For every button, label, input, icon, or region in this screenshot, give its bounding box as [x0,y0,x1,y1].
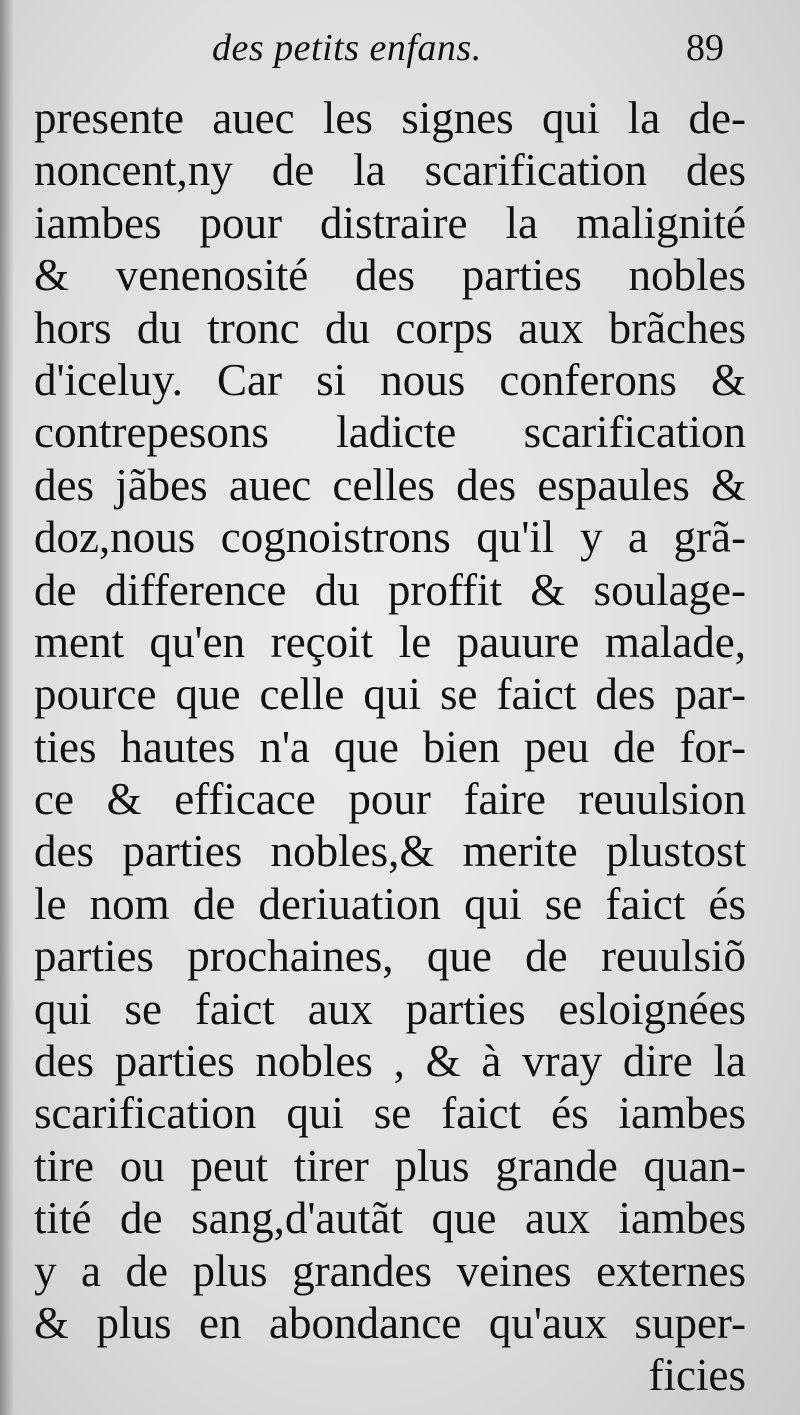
running-head: des petits enfans. [212,27,482,69]
text-line: contrepesons ladicte scarification [34,407,746,458]
text-line: parties prochaines, que de reuulsiõ [34,931,746,982]
text-line: qui se faict aux parties esloignées [34,983,746,1034]
text-line: le nom de deriuation qui se faict és [34,878,746,929]
text-line: scarification qui se faict és iambes [34,1088,746,1139]
text-line: d'iceluy. Car si nous conferons & [34,354,746,405]
text-line: doz,nous cognoistrons qu'il y a grã- [34,512,746,563]
text-line: presente auec les signes qui la de- [34,93,746,143]
text-line: des parties nobles , & à vray dire la [34,1036,746,1087]
page-number: 89 [686,27,724,69]
text-line: & venenosité des parties nobles [34,250,746,301]
text-line: de difference du proffit & soulage- [34,564,746,615]
text-line: ment qu'en reçoit le pauure malade, [34,616,746,667]
text-line: tité de sang,d'autãt que aux iambes [34,1193,746,1244]
catchword: ficies [648,1350,746,1401]
text-line: & plus en abondance qu'aux super- [34,1297,746,1348]
text-line: noncent,ny de la scarification des [34,145,746,196]
body-text [34,92,746,1402]
text-line: iambes pour distraire la malignité [34,197,746,248]
page-header [0,26,800,82]
text-line: tire ou peut tirer plus grande quan- [34,1140,746,1191]
text-line: pource que celle qui se faict des par- [34,669,746,720]
text-line: ce & efficace pour faire reuulsion [34,774,746,825]
text-line: des jãbes auec celles des espaules & [34,459,746,510]
page-edge-shadow [0,0,14,1415]
text-line: des parties nobles,& merite plustost [34,826,746,877]
text-line: hors du tronc du corps aux brãches [34,302,746,353]
text-line: ties hautes n'a que bien peu de for- [34,721,746,772]
text-line: y a de plus grandes veines externes [34,1245,746,1296]
